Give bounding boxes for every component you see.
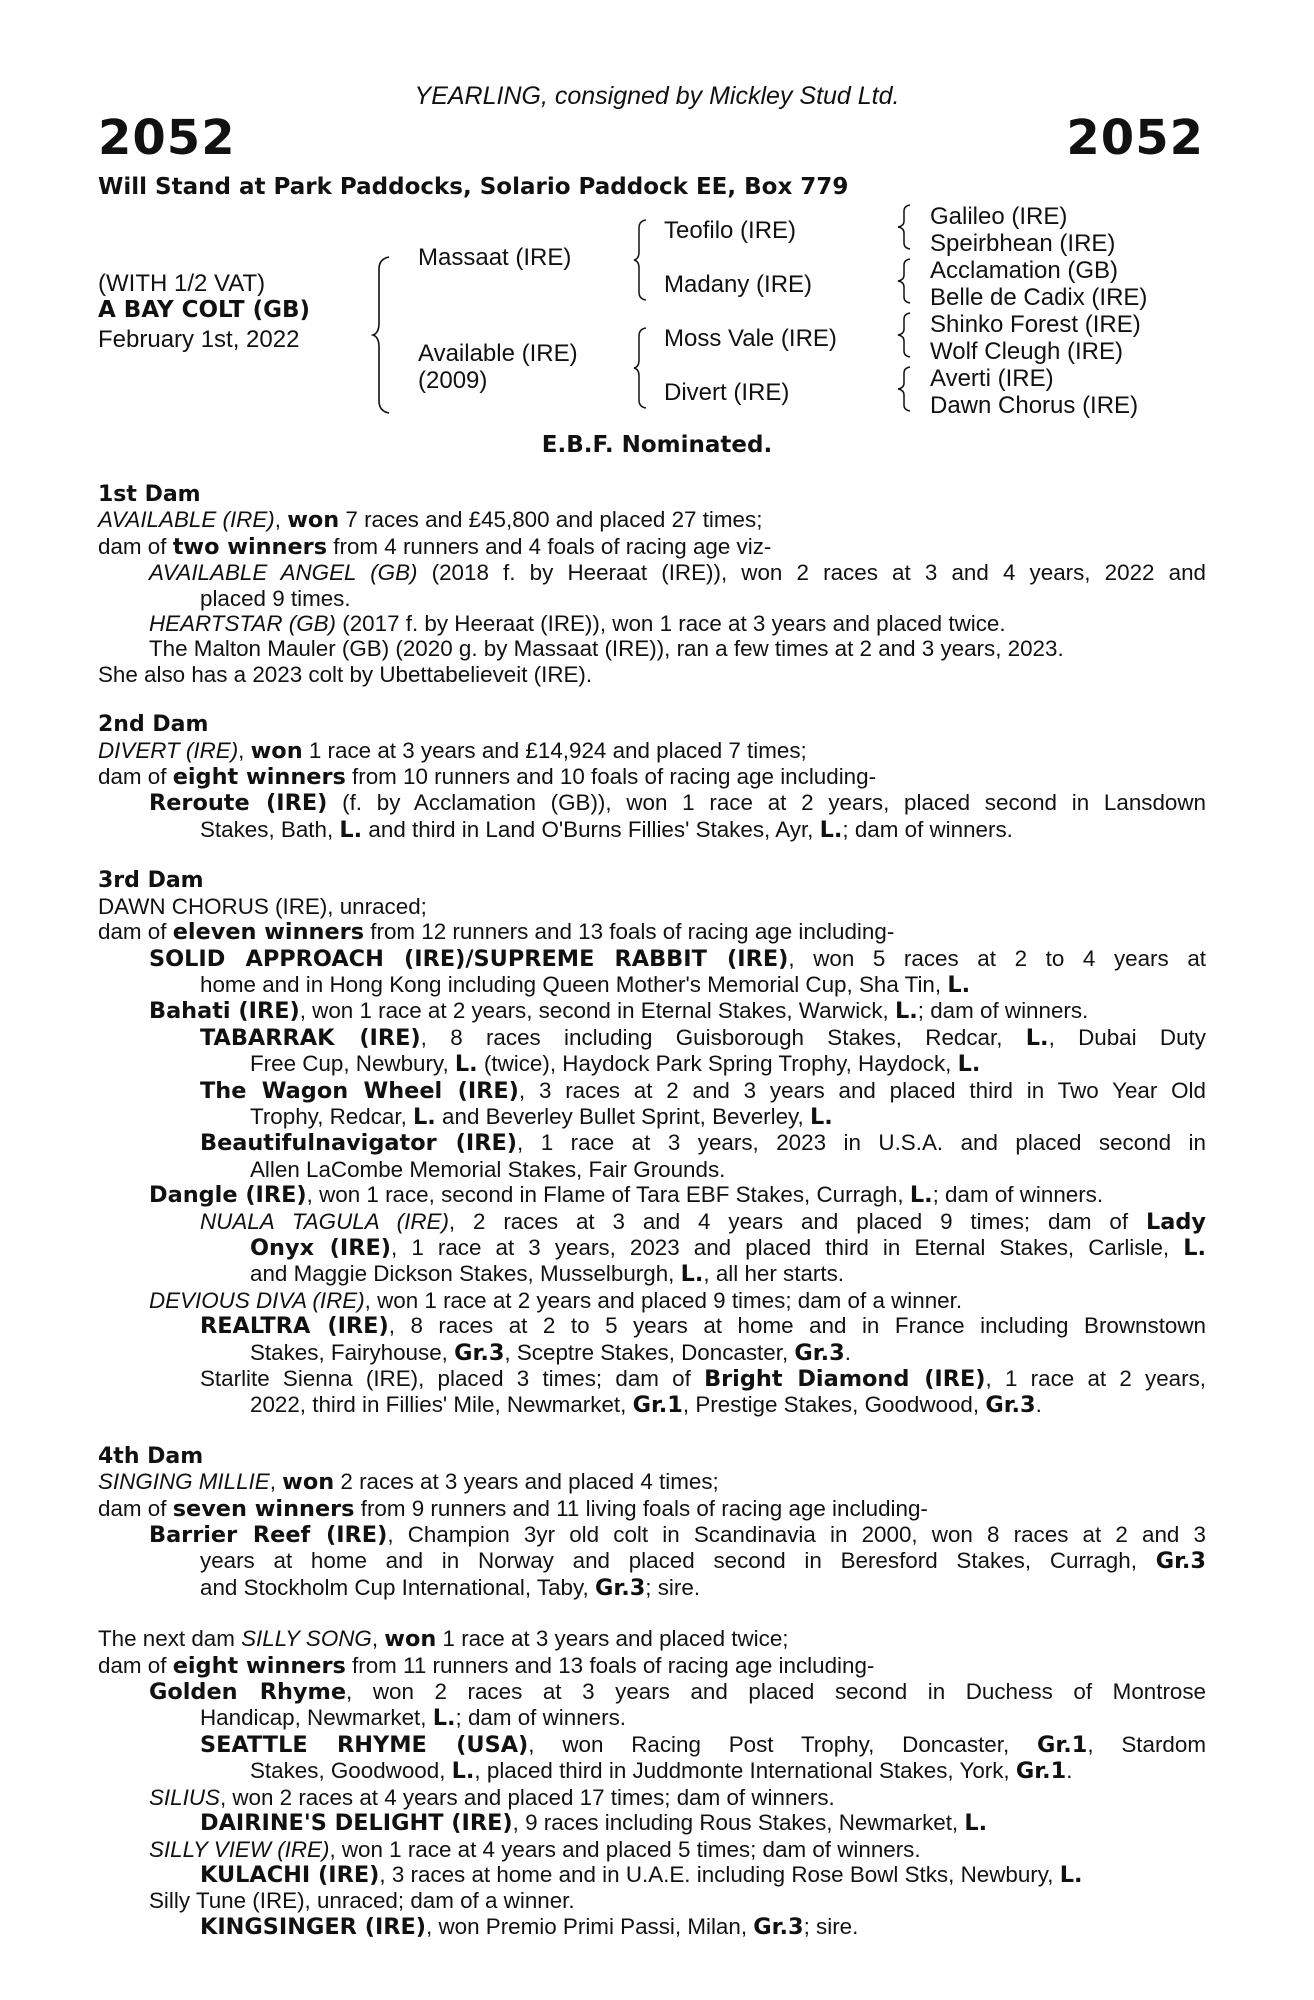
text: , <box>274 507 288 533</box>
bold-text: Gr.3 <box>454 1339 505 1366</box>
text: The Malton Mauler (GB) (2020 g. by Massaat (IRE)), ran a few times at 2 and 3 years, 2023. <box>149 636 1064 662</box>
bold-text: L. <box>819 816 843 843</box>
section-heading <box>98 868 1206 893</box>
text: Stakes, Bath, <box>200 816 340 842</box>
italic-text: SILIUS <box>149 1784 220 1810</box>
catalogue-line <box>98 1837 1206 1862</box>
grandsire-1: Galileo (IRE) <box>930 203 1068 230</box>
text: dam of <box>98 1652 173 1678</box>
bold-text: two winners <box>172 533 328 560</box>
text: , 1 race at 2 years, <box>985 1366 1207 1391</box>
catalogue-line <box>98 1679 1206 1705</box>
text: dam of <box>98 533 173 559</box>
bold-text: Gr.3 <box>794 1339 845 1366</box>
spacer <box>98 1601 1206 1626</box>
brace-g3 <box>898 311 914 359</box>
text: Free Cup, Newbury, <box>250 1051 455 1077</box>
bold-text: SOLID APPROACH (IRE)/SUPREME RABBIT (IRE) <box>149 945 789 972</box>
text: The next dam <box>98 1626 242 1652</box>
bold-text: Barrier Reef (IRE) <box>149 1522 388 1549</box>
catalogue-line <box>98 1261 1206 1287</box>
text: home and in Hong Kong including Queen Mother's Memorial Cup, Sha Tin, <box>200 971 948 997</box>
bold-text: L. <box>895 998 918 1025</box>
brace-sire <box>634 218 650 302</box>
text: ; dam of winners. <box>917 998 1089 1024</box>
text: and third in Land O'Burns Fillies' Stakes, Ayr, <box>362 816 820 842</box>
section-heading <box>98 482 1206 507</box>
text: from 9 runners and 11 living foals of racing age including- <box>354 1495 928 1521</box>
catalogue-line <box>98 998 1206 1024</box>
text: placed 9 times. <box>200 585 351 611</box>
text: . <box>844 1339 851 1365</box>
bold-text: Onyx (IRE) <box>250 1234 392 1261</box>
text: , won 2 races at 4 years and placed 17 times; dam of winners. <box>219 1784 835 1810</box>
text: dam of <box>98 1495 173 1521</box>
catalogue-line <box>98 919 1206 945</box>
catalogue-line <box>98 1548 1206 1574</box>
text: dam of <box>98 919 173 945</box>
catalogue-line <box>98 1340 1206 1366</box>
brace-main <box>375 255 397 415</box>
text: , placed third in Juddmonte International Stakes, York, <box>474 1758 1016 1784</box>
bold-text: L. <box>947 971 971 998</box>
catalogue-notes <box>98 482 1206 1940</box>
foaling-date: February 1st, 2022 <box>98 326 300 353</box>
catalogue-line <box>98 1182 1206 1208</box>
catalogue-line <box>98 1888 1206 1913</box>
brace-dam <box>634 326 650 410</box>
spacer <box>98 687 1206 712</box>
bold-text: Lady <box>1145 1208 1206 1235</box>
text: dam of <box>98 764 173 790</box>
text: and Maggie Dickson Stakes, Musselburgh, <box>250 1261 681 1287</box>
bold-text: L. <box>413 1103 436 1130</box>
text: ; sire. <box>803 1913 859 1939</box>
text: , Dubai Duty <box>1048 1024 1206 1050</box>
brace-g4 <box>898 365 914 413</box>
text: and Beverley Bullet Sprint, Beverley, <box>435 1103 811 1129</box>
bold-text: Gr.1 <box>1015 1758 1067 1785</box>
bold-text: 4th Dam <box>98 1443 204 1469</box>
italic-text: SINGING MILLIE <box>98 1469 270 1495</box>
text: , won 1 race at 4 years and placed 5 times; dam of winners. <box>329 1836 921 1862</box>
catalogue-line <box>98 1130 1206 1156</box>
bold-text: eight winners <box>172 764 346 791</box>
catalogue-line <box>98 1235 1206 1261</box>
italic-text: AVAILABLE ANGEL (GB) <box>149 560 418 586</box>
ebf-nomination: E.B.F. Nominated. <box>541 432 773 458</box>
catalogue-line <box>98 534 1206 560</box>
text: Stakes, Fairyhouse, <box>250 1339 455 1365</box>
catalogue-line <box>98 1288 1206 1313</box>
catalogue-line <box>98 1469 1206 1495</box>
bold-text: The Wagon Wheel (IRE) <box>200 1077 519 1104</box>
text: , <box>269 1469 283 1495</box>
bold-text: TABARRAK (IRE) <box>200 1024 421 1051</box>
consignment-line: YEARLING, consigned by Mickley Stud Ltd. <box>414 82 900 110</box>
catalogue-line <box>98 1758 1206 1784</box>
catalogue-line <box>98 894 1206 919</box>
granddam-3: Wolf Cleugh (IRE) <box>930 338 1123 365</box>
italic-text: SILLY VIEW (IRE) <box>149 1836 330 1862</box>
text: (2017 f. by Heeraat (IRE)), won 1 race at 3 years and placed twice. <box>336 611 1006 637</box>
vat-note: (WITH 1/2 VAT) <box>98 270 266 297</box>
catalogue-line <box>98 1078 1206 1104</box>
text: ; dam of winners. <box>932 1182 1104 1208</box>
text: , won 1 race at 2 years and placed 9 times; dam of a winner. <box>364 1287 963 1313</box>
granddam-2: Belle de Cadix (IRE) <box>930 284 1148 311</box>
text: from 11 runners and 13 foals of racing age including- <box>345 1652 875 1678</box>
bold-text: Gr.3 <box>1155 1548 1206 1575</box>
text: , Stardom <box>1087 1731 1206 1757</box>
text: Allen LaCombe Memorial Stakes, Fair Grounds. <box>250 1156 726 1182</box>
brace-g2 <box>898 257 914 305</box>
text: , 2 races at 3 and 4 years and placed 9 times; dam of <box>448 1208 1146 1234</box>
grandsire-4: Averti (IRE) <box>930 365 1054 392</box>
text: from 10 runners and 10 foals of racing age including- <box>345 764 877 790</box>
text: Handicap, Newmarket, <box>200 1705 433 1731</box>
bold-text: L. <box>432 1705 456 1732</box>
catalogue-line <box>98 738 1206 764</box>
dam-sire-name: Moss Vale (IRE) <box>664 325 837 352</box>
text: 7 races and £45,800 and placed 27 times; <box>339 507 763 533</box>
catalogue-line <box>98 636 1206 661</box>
bold-text: won <box>384 1626 437 1653</box>
bold-text: L. <box>810 1103 833 1130</box>
bold-text: L. <box>339 816 363 843</box>
italic-text: DEVIOUS DIVA (IRE) <box>149 1287 365 1313</box>
catalogue-line <box>98 1051 1206 1077</box>
catalogue-line <box>98 1653 1206 1679</box>
text: , 1 race at 3 years, 2023 and placed third in Eternal Stakes, Carlisle, <box>391 1234 1184 1260</box>
text: . <box>1066 1758 1073 1784</box>
text: , Sceptre Stakes, Doncaster, <box>504 1339 795 1365</box>
text: 1 race at 3 years and placed twice; <box>436 1626 789 1652</box>
brace-g1 <box>898 203 914 251</box>
catalogue-line <box>98 662 1206 687</box>
text: , won 5 races at 2 to 4 years at <box>788 945 1206 971</box>
lot-number-right: 2052 <box>1066 110 1204 166</box>
text: from 12 runners and 13 foals of racing age including- <box>364 919 895 945</box>
catalogue-line <box>98 1157 1206 1182</box>
text: 2 races at 3 years and placed 4 times; <box>334 1469 719 1495</box>
italic-text: SILLY SONG <box>241 1626 372 1652</box>
text: (twice), Haydock Park Spring Trophy, Haydock, <box>477 1051 958 1077</box>
catalogue-line <box>98 1104 1206 1130</box>
bold-text: L. <box>957 1051 981 1078</box>
spacer <box>98 843 1206 868</box>
italic-text: HEARTSTAR (GB) <box>149 611 337 637</box>
sire-dam-name: Madany (IRE) <box>664 271 813 298</box>
bold-text: L. <box>680 1261 704 1288</box>
text: from 4 runners and 4 foals of racing age viz- <box>327 533 772 559</box>
bold-text: DAIRINE'S DELIGHT (IRE) <box>200 1810 513 1837</box>
dam-year: (2009) <box>418 367 488 394</box>
bold-text: KINGSINGER (IRE) <box>200 1913 427 1940</box>
stand-location: Will Stand at Park Paddocks, Solario Paddock EE, Box 779 <box>98 174 849 200</box>
bold-text: Gr.3 <box>753 1913 804 1940</box>
catalogue-line <box>98 790 1206 816</box>
bold-text: L. <box>1025 1024 1049 1051</box>
text: years at home and in Norway and placed second in Beresford Stakes, Curragh, <box>200 1548 1156 1574</box>
text: , won Racing Post Trophy, Doncaster, <box>528 1731 1038 1757</box>
catalogue-line <box>98 1862 1206 1888</box>
text: , all her starts. <box>703 1261 845 1287</box>
text: and Stockholm Cup International, Taby, <box>200 1574 595 1600</box>
text: , won 2 races at 3 years and placed second in Duchess of Montrose <box>346 1679 1206 1705</box>
text: ; dam of winners. <box>455 1705 626 1731</box>
catalogue-line <box>98 1785 1206 1810</box>
text: , 8 races at 2 to 5 years at home and in France including Brownstown <box>388 1313 1206 1339</box>
bold-text: L. <box>451 1758 475 1785</box>
bold-text: won <box>250 737 303 764</box>
text: ; dam of winners. <box>842 816 1013 842</box>
catalogue-line <box>98 560 1206 585</box>
bold-text: SEATTLE RHYME (USA) <box>200 1731 529 1758</box>
dam-name: Available (IRE) <box>418 340 578 367</box>
bold-text: eleven winners <box>172 919 365 946</box>
bold-text: 1st Dam <box>98 482 201 507</box>
text: , 9 races including Rous Stakes, Newmarket, <box>512 1810 965 1836</box>
bold-text: Bahati (IRE) <box>149 998 300 1025</box>
catalogue-line <box>98 817 1206 843</box>
italic-text: AVAILABLE (IRE) <box>98 507 275 533</box>
catalogue-line <box>98 507 1206 533</box>
text: Starlite Sienna (IRE), placed 3 times; dam of <box>200 1366 705 1391</box>
text: . <box>1035 1392 1042 1418</box>
spacer <box>98 1419 1206 1444</box>
sire-name: Massaat (IRE) <box>418 244 572 271</box>
text: , won 1 race at 2 years, second in Eternal Stakes, Warwick, <box>299 998 895 1024</box>
catalogue-line <box>98 1392 1206 1418</box>
italic-text: NUALA TAGULA (IRE) <box>200 1208 449 1234</box>
italic-text: DIVERT (IRE) <box>98 737 239 763</box>
text: , 3 races at 2 and 3 years and placed third in Two Year Old <box>518 1077 1206 1103</box>
catalogue-line <box>98 764 1206 790</box>
catalogue-line <box>98 1705 1206 1731</box>
text: 1 race at 3 years and £14,924 and placed 7 times; <box>302 737 807 763</box>
bold-text: Bright Diamond (IRE) <box>704 1366 986 1392</box>
catalogue-line <box>98 611 1206 636</box>
bold-text: Gr.3 <box>594 1574 646 1601</box>
text: Stakes, Goodwood, <box>250 1758 452 1784</box>
bold-text: Gr.3 <box>985 1392 1036 1419</box>
text: , 1 race at 3 years, 2023 in U.S.A. and placed second in <box>517 1130 1206 1156</box>
text: , won 1 race, second in Flame of Tara EBF Stakes, Curragh, <box>306 1182 910 1208</box>
catalogue-line <box>98 1810 1206 1836</box>
text: 2022, third in Fillies' Mile, Newmarket, <box>250 1392 633 1418</box>
catalogue-line <box>98 1522 1206 1548</box>
bold-text: Gr.1 <box>632 1392 683 1419</box>
catalogue-line <box>98 1209 1206 1235</box>
catalogue-line <box>98 1914 1206 1940</box>
dam-dam-name: Divert (IRE) <box>664 379 790 406</box>
grandsire-3: Shinko Forest (IRE) <box>930 311 1141 338</box>
catalogue-line <box>98 1575 1206 1601</box>
text: , Prestige Stakes, Goodwood, <box>682 1392 986 1418</box>
section-heading <box>98 712 1206 737</box>
bold-text: L. <box>454 1051 478 1078</box>
catalogue-line <box>98 1732 1206 1758</box>
sire-sire-name: Teofilo (IRE) <box>664 217 797 244</box>
granddam-1: Speirbhean (IRE) <box>930 230 1116 257</box>
bold-text: L. <box>909 1182 933 1209</box>
text: , won Premio Primi Passi, Milan, <box>426 1913 754 1939</box>
catalogue-line <box>98 1025 1206 1051</box>
bold-text: Dangle (IRE) <box>149 1182 307 1209</box>
section-heading <box>98 1444 1206 1469</box>
text: , 3 races at home and in U.A.E. including Rose Bowl Stks, Newbury, <box>379 1861 1060 1887</box>
text: Silly Tune (IRE), unraced; dam of a winner. <box>149 1888 575 1914</box>
text: , 8 races including Guisborough Stakes, Redcar, <box>420 1024 1026 1050</box>
bold-text: KULACHI (IRE) <box>200 1861 380 1888</box>
bold-text: Golden Rhyme <box>149 1679 347 1706</box>
catalogue-line <box>98 972 1206 998</box>
catalogue-line <box>98 586 1206 611</box>
bold-text: 3rd Dam <box>98 868 204 894</box>
catalogue-line <box>98 1626 1206 1652</box>
bold-text: L. <box>1183 1234 1206 1261</box>
catalogue-line <box>98 1313 1206 1339</box>
catalogue-line <box>98 946 1206 972</box>
horse-name: A BAY COLT (GB) <box>98 297 311 323</box>
catalogue-line <box>98 1366 1206 1392</box>
text: DAWN CHORUS (IRE), unraced; <box>98 893 427 919</box>
catalogue-line <box>98 1496 1206 1522</box>
bold-text: 2nd Dam <box>98 712 209 738</box>
bold-text: Beautifulnavigator (IRE) <box>200 1130 518 1157</box>
bold-text: L. <box>964 1810 988 1837</box>
bold-text: Reroute (IRE) <box>149 790 328 817</box>
text: Trophy, Redcar, <box>250 1103 414 1129</box>
bold-text: Gr.1 <box>1037 1731 1088 1758</box>
text: , <box>371 1626 385 1652</box>
grandsire-2: Acclamation (GB) <box>930 257 1119 284</box>
bold-text: REALTRA (IRE) <box>200 1313 389 1340</box>
text: She also has a 2023 colt by Ubettabelieveit (IRE). <box>98 661 593 687</box>
text: , <box>238 737 251 763</box>
text: (f. by Acclamation (GB)), won 1 race at 2 years, placed second in Lansdown <box>327 790 1207 816</box>
lot-number-left: 2052 <box>98 110 236 166</box>
text: , Champion 3yr old colt in Scandinavia in 2000, won 8 races at 2 and 3 <box>387 1522 1206 1548</box>
bold-text: seven winners <box>172 1495 355 1522</box>
text: (2018 f. by Heeraat (IRE)), won 2 races at 3 and 4 years, 2022 and <box>417 560 1206 586</box>
text: ; sire. <box>645 1574 701 1600</box>
granddam-4: Dawn Chorus (IRE) <box>930 392 1139 419</box>
bold-text: won <box>282 1469 335 1496</box>
bold-text: eight winners <box>172 1652 346 1679</box>
bold-text: won <box>287 507 340 534</box>
bold-text: L. <box>1059 1861 1083 1888</box>
